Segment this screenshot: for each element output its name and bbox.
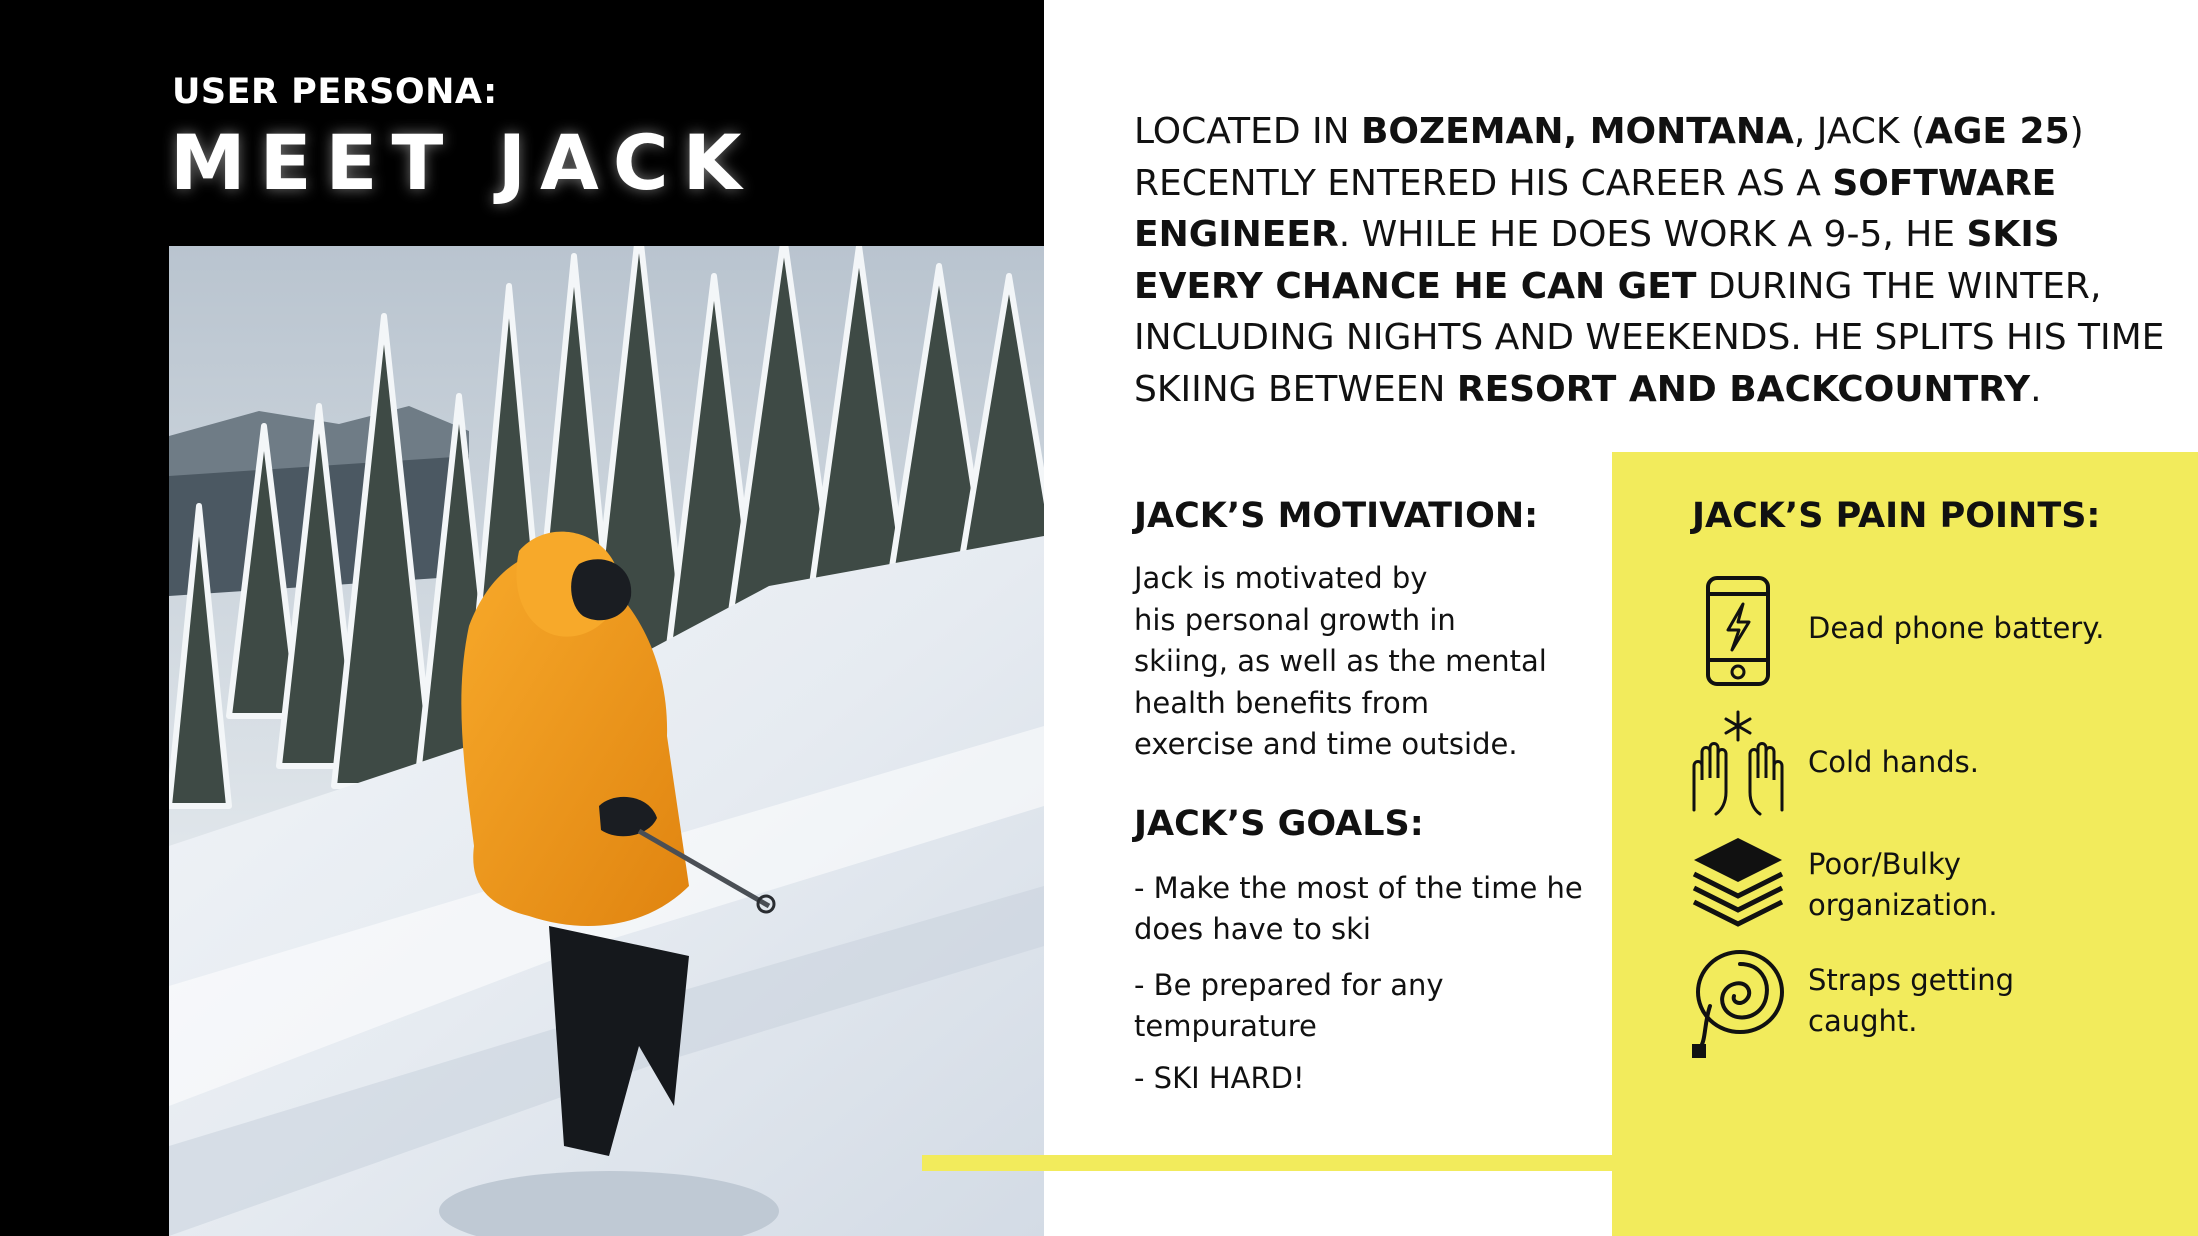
goal-item [1134,965,1614,1047]
goal-line: - SKI HARD! [1134,1061,1305,1095]
page-title: MEET JACK [170,118,756,207]
motivation-line: health benefits from [1134,685,1429,720]
pain-text [1808,608,2104,649]
dead-phone-battery-icon [1686,574,1790,694]
goals-heading: JACK’S GOALS: [1134,804,1424,844]
pain-line: Straps getting [1808,963,2015,997]
motivation-line: skiing, as well as the mental [1134,644,1547,678]
pain-text [1808,742,1979,783]
pain-item [1686,574,2186,694]
pain-item [1686,706,2186,826]
goal-line: - Be prepared for any [1134,968,1444,1002]
pain-text [1808,960,2014,1042]
pain-line: Dead phone battery. [1808,611,2105,645]
persona-photo [169,246,1044,1236]
goal-item [1134,1058,1614,1099]
goal-line: - Make the most of the time he [1134,871,1583,905]
goal-item [1134,868,1614,950]
cold-hands-icon [1686,706,1790,826]
pain-points-heading: JACK’S PAIN POINTS: [1692,496,2101,536]
pain-item [1686,834,2186,954]
accent-divider [922,1155,2042,1171]
pain-item [1686,944,2186,1064]
pain-line: Poor/Bulky [1808,847,1961,881]
pain-text [1808,844,1998,926]
motivation-line: his personal growth in [1134,602,1456,637]
stacked-layers-icon [1686,834,1790,954]
pain-line: caught. [1808,1004,1918,1038]
persona-label: USER PERSONA: [172,72,498,112]
goal-line: does have to ski [1134,912,1371,946]
motivation-line: exercise and time outside. [1134,727,1518,761]
persona-intro: LOCATED IN BOZEMAN, MONTANA, JACK (AGE 25) RECENTLY ENTERED HIS CAREER AS A SOFTWARE ENGINEER. WHILE HE DOES WORK A 9-5, HE SKIS EVERY CHANCE HE CAN GET DURING THE WINTER, INCLUDING NIGHTS AND WEEKENDS. HE SPLITS HIS TIME SKIING BETWEEN RESORT AND BACKCOUNTRY. [1134,111,2165,410]
goal-line: tempurature [1134,1009,1317,1043]
motivation-text [1134,558,1604,766]
tangled-strap-icon [1686,944,1790,1064]
pain-line: Cold hands. [1808,745,1979,779]
motivation-heading: JACK’S MOTIVATION: [1134,496,1539,536]
pain-line: organization. [1808,888,1998,922]
motivation-line: Jack is motivated by [1134,561,1428,595]
